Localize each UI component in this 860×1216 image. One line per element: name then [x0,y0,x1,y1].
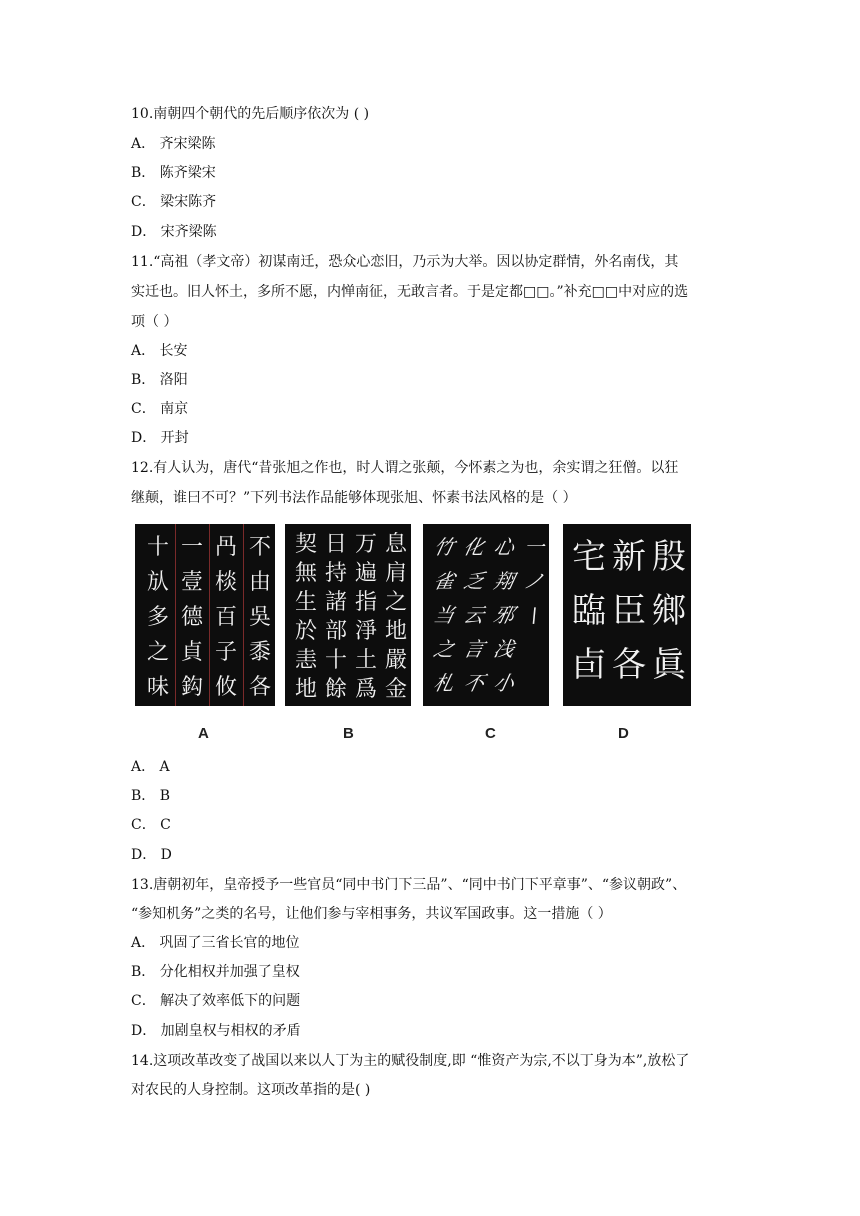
calligraphy-glyph: 爲 [354,677,377,702]
calligraphy-glyph: 㫃 [146,570,169,595]
calligraphy-column [321,530,351,704]
calligraphy-glyph: 各 [612,645,646,685]
calligraphy-glyph: 冎 [214,535,237,560]
calligraphy-glyph: 由 [248,570,271,595]
figure-label-a: A [198,725,209,742]
calligraphy-column [429,530,459,700]
calligraphy-panel-b [285,524,411,706]
calligraphy-glyph: 生 [294,590,317,615]
calligraphy-glyph: 言 [461,637,487,661]
calligraphy-glyph: 德 [180,605,203,630]
calligraphy-glyph: 鈎 [180,675,203,700]
calligraphy-glyph: 嚴 [384,648,407,673]
calligraphy-glyph: 各 [248,675,271,700]
q12-stem-line-1: 12.有人认为，唐代“昔张旭之作也，时人谓之张颠，今怀素之为也，余实谓之狂僧。以狂 [131,460,679,476]
calligraphy-panel-c [423,524,549,706]
q11-stem-line-2: 实迁也。旧人怀土，多所不愿，内惮南征，无敢言者。于是定都□□。”补充□□中对应的选 [131,284,689,300]
calligraphy-panel-a [135,524,275,706]
calligraphy-column [291,530,321,704]
calligraphy-column [649,530,689,692]
q11-option-b: B． 洛阳 [131,372,188,388]
calligraphy-panel-d [563,524,691,706]
calligraphy-glyph: 一 [180,535,203,560]
calligraphy-glyph: 子 [214,640,237,665]
calligraphy-glyph: 棪 [214,570,237,595]
figure-label-d: D [618,725,629,742]
calligraphy-glyph: 土 [354,648,377,673]
calligraphy-glyph: 臣 [612,591,646,631]
q11-option-c: C． 南京 [131,401,189,417]
q11-option-d: D． 开封 [131,430,189,446]
calligraphy-column [569,530,609,692]
calligraphy-glyph: 不 [461,671,487,695]
calligraphy-glyph: 云 [461,603,487,627]
q12-option-b: B． B [131,788,171,804]
calligraphy-glyph: 壹 [180,570,203,595]
q10-option-c: C． 梁宋陈齐 [131,194,217,210]
calligraphy-glyph: \ [528,603,540,627]
q13-option-a: A． 巩固了三省长官的地位 [131,935,300,951]
calligraphy-column [243,530,275,705]
calligraphy-column [489,530,519,700]
calligraphy-glyph: 黍 [248,640,271,665]
column-divider [243,524,244,706]
q14-stem-line-2: 对农民的人身控制。这项改革指的是( ) [131,1082,371,1098]
calligraphy-glyph: 恚 [294,648,317,673]
calligraphy-glyph: 肩 [384,561,407,586]
calligraphy-glyph: 餘 [324,677,347,702]
calligraphy-glyph: 無 [294,561,317,586]
calligraphy-glyph: 之 [146,640,169,665]
calligraphy-glyph: 翔 [491,569,517,593]
calligraphy-glyph: 日 [324,532,347,557]
calligraphy-column [609,530,649,692]
calligraphy-column [351,530,381,704]
calligraphy-glyph: 部 [324,619,347,644]
q10-stem: 10.南朝四个朝代的先后顺序依次为 ( ) [131,106,370,122]
calligraphy-glyph: 之 [431,637,457,661]
calligraphy-glyph: 眞 [652,645,686,685]
calligraphy-glyph: 臨 [572,591,606,631]
calligraphy-glyph: 鄉 [652,591,686,631]
calligraphy-glyph: 吳 [248,605,271,630]
q13-stem-line-2: “参知机务”之类的名号，让他们参与宰相事务，共议军国政事。这一措施（ ） [131,906,612,922]
q11-stem-line-3: 项（ ） [131,314,178,330]
calligraphy-glyph: 新 [612,537,646,577]
calligraphy-glyph: 一 [521,535,547,559]
calligraphy-glyph: 持 [324,561,347,586]
calligraphy-column [175,530,209,705]
calligraphy-glyph: 乏 [461,569,487,593]
calligraphy-glyph: 指 [354,590,377,615]
calligraphy-glyph: 化 [461,535,487,559]
calligraphy-figure [131,520,701,750]
calligraphy-glyph: 貞 [180,640,203,665]
calligraphy-column [209,530,243,705]
calligraphy-glyph: 邪 [491,603,517,627]
calligraphy-glyph: 地 [384,619,407,644]
q10-option-d: D． 宋齐梁陈 [131,224,217,240]
calligraphy-glyph: 之 [384,590,407,615]
calligraphy-glyph: 於 [294,619,317,644]
calligraphy-glyph: 当 [431,603,457,627]
calligraphy-glyph: 殷 [652,537,686,577]
calligraphy-glyph: 淨 [354,619,377,644]
calligraphy-glyph: 雀 [431,569,457,593]
calligraphy-glyph: 十 [146,535,169,560]
calligraphy-glyph: 卣 [572,645,606,685]
calligraphy-glyph: 諸 [324,590,347,615]
calligraphy-column [141,530,175,705]
q12-option-a: A． A [131,759,170,775]
q12-stem-line-2: 继颠，谁曰不可？”下列书法作品能够体现张旭、怀素书法风格的是（ ） [131,490,577,506]
calligraphy-column [381,530,411,704]
calligraphy-glyph: 多 [146,605,169,630]
q13-option-c: C． 解决了效率低下的问题 [131,993,301,1009]
calligraphy-glyph: 宅 [572,537,606,577]
q13-option-d: D． 加剧皇权与相权的矛盾 [131,1023,301,1039]
calligraphy-column [459,530,489,700]
calligraphy-glyph: 浅 [491,637,517,661]
calligraphy-glyph: 地 [294,677,317,702]
calligraphy-glyph: 契 [294,532,317,557]
calligraphy-glyph: 心 [491,535,517,559]
calligraphy-glyph: 遍 [354,561,377,586]
figure-label-b: B [343,725,354,742]
figure-label-c: C [485,725,496,742]
calligraphy-glyph: 味 [146,675,169,700]
calligraphy-glyph: ノ [521,569,547,593]
calligraphy-glyph: 竹 [431,535,457,559]
q12-option-c: C． C [131,817,171,833]
q14-stem-line-1: 14.这项改革改变了战国以来以人丁为主的赋役制度,即 “惟资产为宗,不以丁身为本”,放松了 [131,1053,690,1069]
column-divider [175,524,176,706]
q10-option-a: A． 齐宋梁陈 [131,136,216,152]
calligraphy-glyph: 万 [354,532,377,557]
q13-option-b: B． 分化相权并加强了皇权 [131,964,300,980]
calligraphy-glyph: 金 [384,677,407,702]
calligraphy-glyph: 十 [324,648,347,673]
calligraphy-glyph: 息 [384,532,407,557]
calligraphy-glyph: 札 [431,671,457,695]
q11-option-a: A． 长安 [131,343,188,359]
q12-option-d: D． D [131,847,172,863]
q10-option-b: B． 陈齐梁宋 [131,165,216,181]
calligraphy-glyph: 攸 [214,675,237,700]
calligraphy-glyph: 不 [248,535,271,560]
column-divider [209,524,210,706]
q11-stem-line-1: 11.“高祖（孝文帝）初谋南迁，恐众心恋旧，乃示为大举。因以协定群情，外名南伐，其 [131,254,679,270]
calligraphy-glyph: 小 [491,671,517,695]
q13-stem-line-1: 13.唐朝初年，皇帝授予一些官员“同中书门下三品”、“同中书门下平章事”、“参议朝政”、 [131,877,687,893]
calligraphy-glyph: 百 [214,605,237,630]
calligraphy-column [519,530,549,632]
